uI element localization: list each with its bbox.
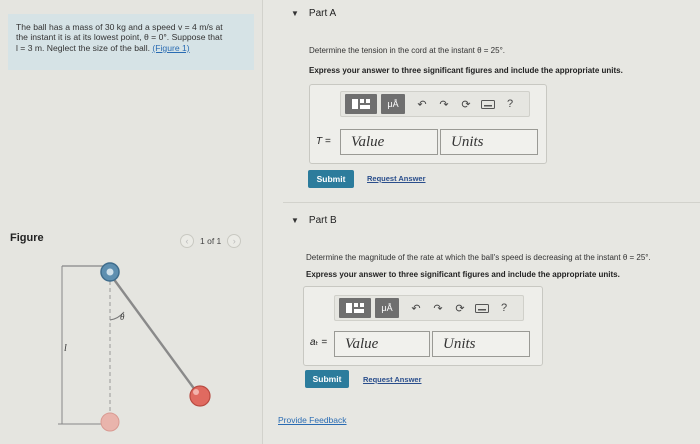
part-b-instruction: Express your answer to three significant figures and include the appropriate units. (306, 270, 620, 279)
problem-panel (0, 0, 262, 444)
keyboard-icon[interactable] (471, 298, 493, 318)
templates-icon[interactable] (339, 298, 371, 318)
problem-statement (8, 14, 254, 70)
part-a-instruction: Express your answer to three significant figures and include the appropriate units. (309, 66, 623, 75)
part-a-value-input[interactable]: Value (340, 129, 438, 155)
part-b-value-input[interactable]: Value (334, 331, 430, 357)
help-icon[interactable]: ? (500, 302, 508, 314)
reset-icon[interactable]: ⟳ (461, 98, 471, 111)
mu-units-button[interactable]: μÅ (381, 94, 405, 114)
keyboard-icon[interactable] (477, 94, 499, 114)
redo-icon[interactable]: ↷ (433, 302, 443, 315)
figure-heading: Figure (10, 232, 44, 244)
part-a-submit-button[interactable]: Submit (308, 170, 354, 188)
part-a-units-input[interactable]: Units (440, 129, 538, 155)
part-a-question: Determine the tension in the cord at the instant θ = 25°. (309, 46, 505, 55)
ball-highlight (193, 389, 199, 395)
figure-pager (180, 234, 241, 248)
provide-feedback-link[interactable]: Provide Feedback (278, 415, 347, 425)
pager-count: 1 of 1 (200, 236, 222, 246)
redo-icon[interactable]: ↷ (439, 98, 449, 111)
part-a-request-answer-link[interactable]: Request Answer (367, 174, 426, 183)
templates-icon[interactable] (345, 94, 377, 114)
part-a-answer-box (309, 84, 547, 164)
undo-icon[interactable]: ↶ (417, 98, 427, 111)
figure-link[interactable]: (Figure 1) (152, 42, 190, 53)
part-b-submit-button[interactable]: Submit (305, 370, 349, 388)
part-b-question: Determine the magnitude of the rate at which the ball's speed is decreasing at the instant θ = 25°. (306, 253, 651, 262)
part-b-units-input[interactable]: Units (432, 331, 530, 357)
caret-down-icon: ▼ (291, 216, 299, 225)
part-divider (283, 202, 700, 203)
chevron-right-icon[interactable]: › (227, 234, 241, 248)
problem-line-2: the instant it is at its lowest point, θ = 0°. Suppose that (16, 32, 223, 43)
part-a-title: Part A (308, 8, 337, 19)
part-b-toolbar (334, 295, 524, 321)
problem-line-3-text: l = 3 m. Neglect the size of the ball. (16, 42, 153, 53)
ball (190, 386, 210, 406)
ball-lowest-position (101, 413, 119, 431)
pendulum-cord (110, 274, 198, 394)
length-label: l (64, 343, 67, 354)
problem-line-3 (16, 43, 248, 53)
pendulum-figure (0, 250, 262, 444)
reset-icon[interactable]: ⟳ (455, 302, 465, 315)
part-a-header[interactable] (291, 8, 336, 19)
part-b-answer-box (303, 286, 543, 366)
mu-units-button[interactable]: μÅ (375, 298, 399, 318)
caret-down-icon: ▼ (291, 9, 299, 18)
theta-label: θ (120, 312, 125, 322)
pivot-center (107, 269, 114, 276)
chevron-left-icon[interactable]: ‹ (180, 234, 194, 248)
part-b-request-answer-link[interactable]: Request Answer (363, 375, 422, 384)
undo-icon[interactable]: ↶ (411, 302, 421, 315)
part-a-symbol: T = (316, 136, 331, 147)
help-icon[interactable]: ? (506, 98, 514, 110)
problem-line-1: The ball has a mass of 30 kg and a speed v = 4 m/s at (16, 22, 223, 32)
part-b-header[interactable] (291, 215, 337, 226)
part-b-title: Part B (308, 215, 337, 226)
part-a-toolbar (340, 91, 530, 117)
part-b-symbol: aₜ = (310, 337, 328, 348)
answer-panel (263, 0, 700, 444)
